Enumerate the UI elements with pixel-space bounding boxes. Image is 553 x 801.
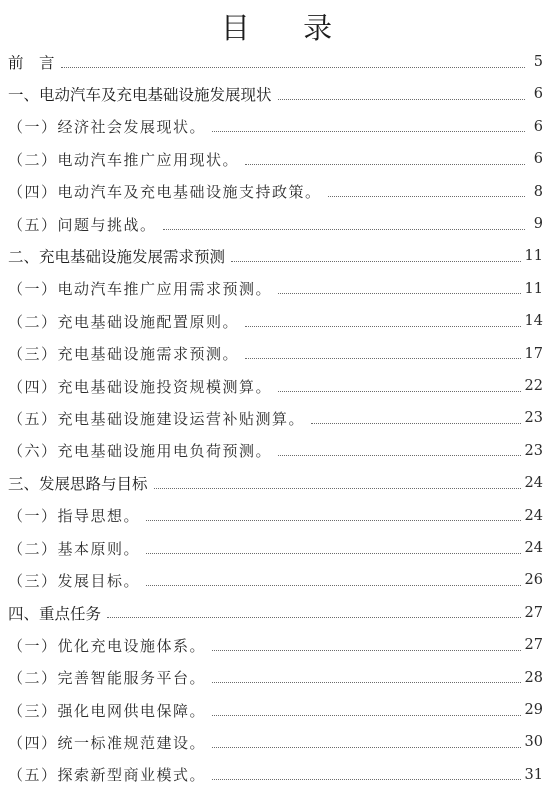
- dot-leader: [212, 747, 521, 748]
- dot-leader: [278, 293, 521, 294]
- dot-leader: [311, 423, 521, 424]
- toc-entry[interactable]: [0, 209, 553, 239]
- toc-entry-label: （四）电动汽车及充电基础设施支持政策。: [8, 183, 322, 202]
- toc-entry-label: （一）电动汽车推广应用需求预测。: [8, 280, 273, 299]
- toc-entry[interactable]: [0, 144, 553, 174]
- dot-leader: [212, 779, 521, 780]
- toc-entry-label: （二）电动汽车推广应用现状。: [8, 150, 240, 169]
- toc-entry-label: （五）问题与挑战。: [8, 215, 157, 234]
- dot-leader: [61, 67, 525, 68]
- toc-entry[interactable]: [0, 306, 553, 336]
- toc-entry-label: （一）指导思想。: [8, 507, 141, 526]
- toc-entry-page-number: 6: [533, 86, 543, 103]
- toc-entry-label: 二、充电基础设施发展需求预测: [8, 248, 226, 267]
- toc-entry-page-number: 11: [524, 248, 543, 265]
- toc-entry[interactable]: [0, 727, 553, 757]
- toc-entry-page-number: 29: [524, 702, 543, 718]
- toc-entry[interactable]: [0, 695, 553, 725]
- toc-entry[interactable]: [0, 241, 553, 271]
- toc-entry-label: （二）充电基础设施配置原则。: [8, 312, 240, 331]
- toc-entry-page-number: 26: [524, 572, 543, 589]
- toc-entry-page-number: 24: [524, 540, 543, 556]
- toc-entry-page-number: 23: [524, 410, 543, 427]
- toc-entry-label: （三）强化电网供电保障。: [8, 701, 207, 720]
- toc-entry-label: （二）完善智能服务平台。: [8, 669, 207, 688]
- toc-entry-page-number: 30: [524, 734, 543, 751]
- toc-entry-page-number: 22: [524, 378, 543, 394]
- dot-leader: [146, 585, 521, 586]
- dot-leader: [212, 131, 525, 132]
- dot-leader: [154, 488, 521, 489]
- dot-leader: [245, 358, 521, 359]
- toc-entry-page-number: 24: [524, 475, 543, 492]
- dot-leader: [278, 99, 525, 100]
- toc-entry-page-number: 9: [533, 216, 543, 232]
- dot-leader: [212, 682, 521, 683]
- toc-entry-label: 前 言: [8, 54, 55, 72]
- toc-entry-page-number: 8: [533, 183, 543, 200]
- toc-entry-label: （五）探索新型商业模式。: [8, 766, 207, 785]
- toc-entry-label: 三、发展思路与目标: [8, 475, 148, 494]
- toc-entry-label: （三）发展目标。: [8, 571, 141, 590]
- toc-entry[interactable]: [0, 403, 553, 433]
- dot-leader: [245, 326, 521, 327]
- toc-entry-page-number: 24: [524, 507, 543, 524]
- toc-entry-page-number: 14: [524, 313, 543, 330]
- toc-entry-label: （三）充电基础设施需求预测。: [8, 345, 240, 364]
- toc-entry[interactable]: [0, 339, 553, 369]
- dot-leader: [278, 455, 521, 456]
- toc-entry[interactable]: [0, 598, 553, 628]
- toc-entry-page-number: 6: [533, 151, 543, 168]
- toc-entry[interactable]: [0, 501, 553, 531]
- toc-entry[interactable]: [0, 630, 553, 660]
- toc-entry-label: （二）基本原则。: [8, 539, 141, 558]
- toc-entry[interactable]: [0, 663, 553, 693]
- toc-entry-page-number: 5: [533, 54, 543, 70]
- toc-entry[interactable]: [0, 47, 553, 77]
- toc-entry[interactable]: [0, 112, 553, 142]
- dot-leader: [163, 229, 525, 230]
- toc-entry[interactable]: [0, 760, 553, 790]
- toc-entry[interactable]: [0, 274, 553, 304]
- toc-entry[interactable]: [0, 177, 553, 207]
- dot-leader: [328, 196, 525, 197]
- toc-entry-page-number: 23: [524, 442, 543, 459]
- toc-entry[interactable]: [0, 533, 553, 563]
- toc-entry-page-number: 27: [524, 604, 543, 621]
- toc-entry-label: （六）充电基础设施用电负荷预测。: [8, 442, 273, 461]
- dot-leader: [245, 164, 525, 165]
- dot-leader: [278, 391, 521, 392]
- toc-entry-label: （四）统一标准规范建设。: [8, 733, 207, 752]
- toc-entry[interactable]: [0, 371, 553, 401]
- dot-leader: [212, 715, 521, 716]
- toc-entry-label: （一）经济社会发展现状。: [8, 118, 207, 137]
- toc-entry[interactable]: [0, 79, 553, 109]
- dot-leader: [212, 650, 521, 651]
- toc-entry-label: （五）充电基础设施建设运营补贴测算。: [8, 409, 306, 428]
- dot-leader: [231, 261, 521, 262]
- toc-entry-label: 一、电动汽车及充电基础设施发展现状: [8, 86, 272, 105]
- dot-leader: [107, 617, 521, 618]
- toc-entry[interactable]: [0, 468, 553, 498]
- toc-entry-page-number: 6: [533, 118, 543, 135]
- toc-entry-page-number: 27: [524, 637, 543, 654]
- toc-entry[interactable]: [0, 436, 553, 466]
- toc-entry-page-number: 17: [524, 345, 543, 362]
- toc-entry-page-number: 31: [524, 766, 543, 783]
- toc-entry-label: 四、重点任务: [8, 604, 102, 623]
- toc-entry-label: （一）优化充电设施体系。: [8, 636, 207, 655]
- toc-entry[interactable]: [0, 565, 553, 595]
- toc-entry-label: （四）充电基础设施投资规模测算。: [8, 377, 273, 396]
- dot-leader: [146, 553, 521, 554]
- page-title: 目 录: [220, 11, 355, 45]
- dot-leader: [146, 520, 521, 521]
- toc-entry-page-number: 28: [524, 669, 543, 686]
- toc-entry-page-number: 11: [524, 280, 543, 297]
